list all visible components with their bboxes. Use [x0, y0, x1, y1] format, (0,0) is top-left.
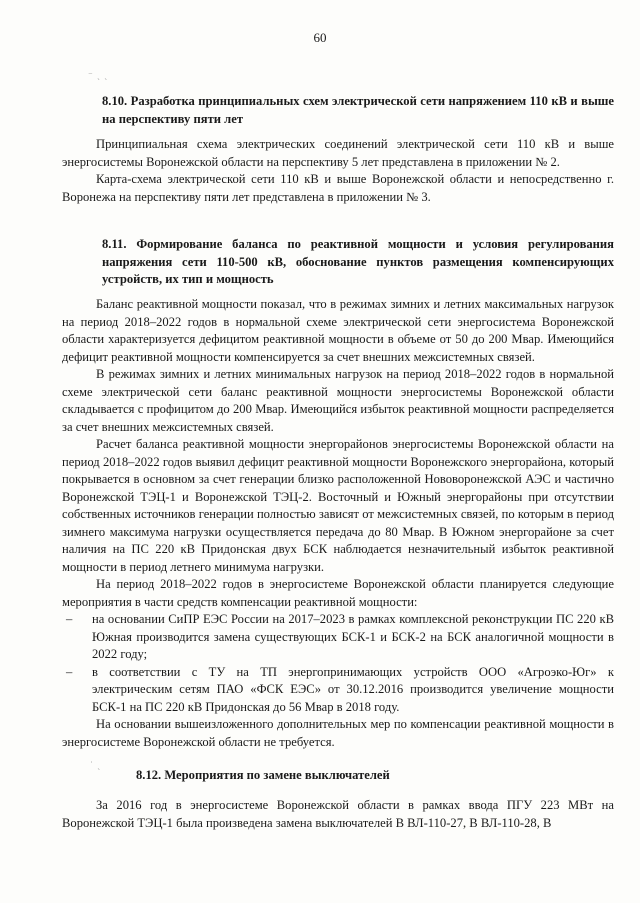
- paragraph: Баланс реактивной мощности показал, что в режимах зимних и летних максимальных нагрузок на период 2018–2022 годов в нормальной схеме электрической сети энергосистема Воронежской области характеризуется дефицитом реактивной мощности в объеме от 50 до 200 Мвар. Имеющийся дефицит реактивной мощности компенсируется за счет внешних межсистемных связей.: [62, 297, 614, 364]
- scan-artifact-mark: ˙ ˎ: [90, 760, 102, 770]
- page-number: 60: [313, 30, 327, 45]
- paragraph: В режимах зимних и летних минимальных нагрузок на период 2018–2022 годов в нормальной схеме электрической сети баланс реактивной мощности энергосистемы Воронежской области складывается с профицитом до 200 Мвар. Имеющийся избыток реактивной мощности распределяется за счет внешних межсистемных связей.: [62, 367, 614, 434]
- section-heading-8-12: 8.12. Мероприятия по замене выключателей: [136, 768, 390, 782]
- paragraph: На период 2018–2022 годов в энергосистеме Воронежской области планируется следующие мероприятия в части средств компенсации реактивной мощности:: [62, 577, 614, 609]
- section-heading-8-11: 8.11. Формирование баланса по реактивной мощности и условия регулирования напряжения сети 110-500 кВ, обоснование пунктов размещения компенсирующих устройств, их тип и мощность: [102, 237, 614, 286]
- list-item: [62, 664, 614, 717]
- scan-artifact-mark: ⁻ ˎ ˏ: [88, 70, 109, 80]
- paragraph: За 2016 год в энергосистеме Воронежской области в рамках ввода ПГУ 223 МВт на Воронежской ТЭЦ-1 была произведена замена выключателей В ВЛ-110-27, В ВЛ-110-28, В: [62, 798, 614, 830]
- paragraph: Расчет баланса реактивной мощности энергорайонов энергосистемы Воронежской области на период 2018–2022 годов выявил дефицит реактивной мощности Воронежского энергорайона, который покрывается в основном за счет генерации близко расположенной Нововоронежской АЭС и частично Воронежской ТЭЦ-1 и Воронежской ТЭЦ-2. Восточный и Южный энергорайоны при отсутствии собственных источников генерации полностью зависят от межсистемных связей, по которым в период зимнего максимума нагрузки осуществляется передача до 80 Мвар. В Южном энергорайоне за счет наличия на ПС 220 кВ Придонская двух БСК наблюдается незначительный избыток реактивной мощности в период летнего минимума нагрузки.: [62, 437, 614, 574]
- section-body-8-12: [62, 797, 614, 832]
- list-item: [62, 611, 614, 664]
- measures-list: [62, 611, 614, 716]
- section-body-8-10: [62, 136, 614, 206]
- bullet-dash: –: [66, 664, 73, 679]
- list-item-text: на основании СиПР ЕЭС России на 2017–2023 в рамках комплексной реконструкции ПС 220 кВ Южная производится замена существующих БСК-1 и БСК-2 на БСК аналогичной мощности в 2022 году;: [92, 612, 614, 661]
- paragraph: Карта-схема электрической сети 110 кВ и выше Воронежской области и непосредственно г. Воронежа на перспективу пяти лет представлена в приложении № 3.: [62, 172, 614, 204]
- paragraph: На основании вышеизложенного дополнительных мер по компенсации реактивной мощности в энергосистеме Воронежской области не требуется.: [62, 717, 614, 749]
- paragraph: Принципиальная схема электрических соединений электрической сети 110 кВ и выше энергосистемы Воронежской области на перспективу 5 лет представлена в приложении № 2.: [62, 137, 614, 169]
- section-body-8-11: [62, 296, 614, 751]
- section-heading-8-10: 8.10. Разработка принципиальных схем электрической сети напряжением 110 кВ и выше на перспективу пяти лет: [102, 94, 614, 126]
- list-item-text: в соответствии с ТУ на ТП энергопринимающих устройств ООО «Агроэко-Юг» к электрическим сетям ПАО «ФСК ЕЭС» от 30.12.2016 производится увеличение мощности БСК-1 на ПС 220 кВ Придонская до 56 Мвар в 2018 году.: [92, 664, 614, 714]
- bullet-dash: –: [66, 612, 73, 626]
